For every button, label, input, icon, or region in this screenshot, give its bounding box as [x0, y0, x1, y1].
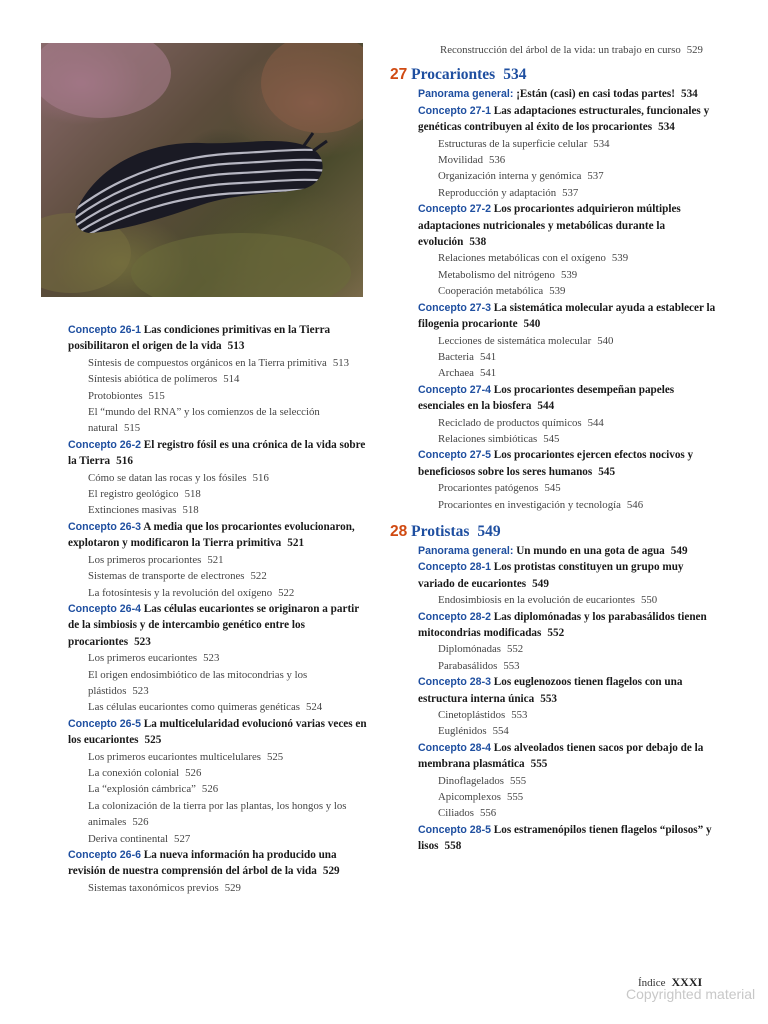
- page-number: 555: [506, 791, 524, 804]
- subentry-title: Procariontes en investigación y tecnología: [438, 498, 621, 511]
- concept-label: Concepto 28-5: [418, 823, 491, 836]
- toc-concept-entry[interactable]: [418, 543, 720, 559]
- subentry-title: Metabolismo del nitrógeno: [438, 268, 555, 281]
- page-number: 549: [532, 577, 549, 590]
- toc-subentry[interactable]: [418, 658, 720, 674]
- left-column-toc: [68, 322, 368, 896]
- subentry-title: Diplomónadas: [438, 643, 501, 656]
- toc-concept-entry[interactable]: [68, 519, 368, 552]
- subentry-title: Cinetoplástidos: [438, 709, 506, 722]
- subentry-title: Deriva continental: [88, 832, 169, 845]
- subentry-title: Movilidad: [438, 154, 483, 167]
- subentry-title: La fotosíntesis y la revolución del oxígeno: [88, 586, 273, 599]
- toc-subentry[interactable]: [418, 723, 720, 739]
- concept-label: Concepto 27-5: [418, 449, 491, 462]
- subentry-title: Endosimbiosis en la evolución de eucariontes: [438, 594, 635, 607]
- subentry-title: Cómo se datan las rocas y los fósiles: [88, 471, 247, 484]
- concept-label: Concepto 26-2: [68, 438, 141, 451]
- concept-title: Las condiciones primitivas en la Tierra posibilitaron el origen de la vida: [68, 324, 331, 353]
- toc-subentry[interactable]: [418, 431, 720, 447]
- page-number: 546: [626, 498, 644, 511]
- subentry-title: Parabasálidos: [438, 659, 498, 672]
- page-number: 526: [201, 783, 219, 796]
- page-number: 524: [305, 701, 323, 714]
- page-number: 553: [503, 659, 520, 672]
- page-number: 537: [562, 186, 579, 199]
- concept-title: Los procariontes desempeñan papeles esenciales en la biosfera: [418, 383, 675, 413]
- toc-subentry[interactable]: [418, 267, 720, 283]
- subentry-title: Los primeros procariontes: [88, 553, 202, 566]
- chapter-page-number: 549: [477, 522, 501, 540]
- page-number: 538: [469, 236, 487, 249]
- page-number: 534: [680, 88, 698, 101]
- toc-concept-entry[interactable]: [68, 716, 368, 749]
- toc-subentry[interactable]: [68, 831, 368, 847]
- concept-label: Concepto 26-4: [68, 602, 141, 615]
- toc-subentry[interactable]: [68, 568, 368, 584]
- toc-subentry[interactable]: [68, 585, 368, 601]
- chapter-page-number: 534: [503, 66, 527, 84]
- concept-title: El registro fósil es una crónica de la vida sobre la Tierra: [68, 438, 366, 468]
- toc-concept-entry[interactable]: [418, 609, 720, 642]
- page-number: 527: [174, 832, 191, 845]
- chapter-title: Protistas: [411, 522, 470, 540]
- concept-label: Concepto 28-2: [418, 610, 491, 623]
- toc-subentry[interactable]: [418, 185, 720, 201]
- chapter-entries: [390, 86, 720, 513]
- concept-title: Los estramenópilos tienen flagelos “pilosos” y lisos: [418, 823, 712, 853]
- subentry-title: Apicomplexos: [438, 791, 501, 804]
- toc-subentry[interactable]: [68, 667, 368, 700]
- subentry-title: Archaea: [438, 367, 474, 380]
- toc-concept-entry[interactable]: [418, 447, 720, 480]
- page-number: 550: [641, 594, 658, 607]
- copyright-watermark: Copyrighted material: [626, 986, 756, 1002]
- chapter-number: 28: [390, 522, 408, 540]
- toc-subentry[interactable]: [68, 699, 368, 715]
- concept-label: Concepto 28-1: [418, 561, 491, 574]
- page-number: 525: [144, 734, 162, 747]
- chapter-entries: [390, 543, 720, 855]
- page-number: 521: [207, 553, 224, 566]
- toc-subentry[interactable]: [418, 136, 720, 152]
- concept-label: Panorama general:: [418, 88, 514, 101]
- toc-subentry[interactable]: [418, 497, 720, 513]
- subentry-title: Organización interna y genómica: [438, 170, 582, 183]
- concept-title: La nueva información ha producido una revisión de nuestra comprensión del árbol de la vida: [68, 849, 337, 878]
- concept-label: Concepto 26-1: [68, 324, 141, 336]
- toc-subentry[interactable]: [418, 707, 720, 723]
- subentry-title: La conexión colonial: [88, 766, 180, 779]
- subentry-title: Euglénidos: [438, 725, 487, 738]
- concept-title: Los euglenozoos tienen flagelos con una estructura interna única: [418, 676, 683, 705]
- chapter-number: 27: [390, 66, 408, 84]
- toc-subentry[interactable]: [418, 805, 720, 821]
- toc-subentry[interactable]: [68, 404, 368, 437]
- page-number: 513: [227, 340, 245, 353]
- page-number: XXXI: [671, 975, 703, 989]
- page-number: 539: [549, 285, 566, 298]
- sea-slug-photo: [41, 43, 363, 297]
- page-number: 525: [267, 750, 284, 763]
- page-number: 516: [116, 455, 133, 468]
- toc-subentry[interactable]: [418, 415, 720, 431]
- toc-subentry[interactable]: [418, 480, 720, 496]
- page-number: 523: [132, 684, 149, 697]
- toc-subentry[interactable]: [418, 641, 720, 657]
- page-number: 556: [480, 807, 497, 820]
- concept-title: ¡Están (casi) en casi todas partes!: [516, 88, 675, 101]
- subentry-title: Protobiontes: [88, 389, 143, 402]
- right-column-toc: [390, 42, 720, 855]
- concept-label: Concepto 26-3: [68, 520, 141, 533]
- subentry-title: Reproducción y adaptación: [438, 186, 557, 199]
- toc-subentry[interactable]: [418, 365, 720, 381]
- subentry-title: Sistemas taxonómicos previos: [88, 881, 219, 894]
- page-number: 534: [593, 137, 610, 150]
- chapter-heading[interactable]: [390, 521, 720, 543]
- concept-title: Los alveolados tienen sacos por debajo de la membrana plasmática: [418, 741, 704, 771]
- toc-subentry[interactable]: [418, 773, 720, 789]
- page-number: 549: [670, 544, 688, 557]
- toc-concept-entry[interactable]: [418, 300, 720, 333]
- toc-concept-entry[interactable]: [68, 847, 368, 880]
- subentry-title: Reciclado de productos químicos: [438, 416, 582, 429]
- page-number: 544: [587, 416, 604, 429]
- subentry-title: Síntesis de compuestos orgánicos en la Tierra primitiva: [88, 356, 327, 369]
- toc-subentry[interactable]: [68, 470, 368, 486]
- concept-label: Concepto 28-4: [418, 741, 491, 754]
- page-number: 540: [597, 334, 614, 347]
- subentry-title: El “mundo del RNA” y los comienzos de la selección natural: [88, 406, 320, 435]
- nudibranch-illustration: [41, 43, 363, 297]
- page-number: 545: [598, 465, 616, 478]
- page-number: 539: [611, 252, 629, 265]
- subentry-title: Los primeros eucariontes: [88, 652, 198, 665]
- concept-title: Los procariontes ejercen efectos nocivos y beneficiosos sobre los seres humanos: [418, 449, 694, 478]
- page-number: 534: [658, 121, 675, 134]
- subentry-title: Relaciones simbióticas: [438, 432, 538, 445]
- subentry-title: Ciliados: [438, 807, 474, 820]
- page-number: 515: [148, 389, 165, 402]
- subentry-title: El origen endosimbiótico de las mitocondrias y los plástidos: [88, 668, 308, 697]
- concept-label: Concepto 28-3: [418, 676, 491, 689]
- page-number: 552: [506, 643, 524, 656]
- toc-subentry[interactable]: [418, 152, 720, 168]
- toc-subentry[interactable]: [418, 333, 720, 349]
- page-number: 555: [509, 774, 527, 787]
- concept-label: Concepto 27-3: [418, 301, 491, 314]
- page-number: 554: [492, 725, 509, 738]
- page-number: 518: [182, 504, 199, 517]
- page-number: 553: [540, 692, 557, 705]
- page-number: 514: [223, 373, 240, 386]
- toc-subentry[interactable]: [68, 765, 368, 781]
- concept-label: Concepto 26-5: [68, 717, 141, 730]
- toc-subentry[interactable]: [68, 798, 368, 831]
- toc-concept-entry[interactable]: [418, 822, 720, 855]
- chapter-heading[interactable]: [390, 64, 720, 86]
- page-number: 526: [185, 766, 202, 779]
- subentry-title: Cooperación metabólica: [438, 285, 544, 298]
- page-number: 526: [132, 816, 149, 829]
- page-number: 558: [444, 840, 462, 853]
- toc-subentry[interactable]: [68, 486, 368, 502]
- subentry-title: Los primeros eucariontes multicelulares: [88, 750, 261, 763]
- concept-title: Un mundo en una gota de agua: [516, 544, 665, 557]
- page-number: 540: [523, 318, 541, 331]
- page-number: 545: [544, 482, 561, 495]
- page-number: 523: [203, 652, 220, 665]
- concept-label: Panorama general:: [418, 544, 514, 557]
- subentry-title: Estructuras de la superficie celular: [438, 137, 588, 150]
- toc-subentry[interactable]: [418, 349, 720, 365]
- toc-subentry[interactable]: [68, 552, 368, 568]
- toc-subentry[interactable]: [68, 388, 368, 404]
- toc-subentry[interactable]: [418, 250, 720, 266]
- toc-subentry[interactable]: [68, 355, 368, 371]
- concept-title: La sistemática molecular ayuda a establecer la filogenia procarionte: [418, 301, 716, 331]
- subentry-title: El registro geológico: [88, 488, 179, 501]
- toc-concept-entry[interactable]: [418, 201, 720, 250]
- page-number: 552: [547, 627, 565, 639]
- subentry-title: Procariontes patógenos: [438, 482, 539, 495]
- concept-label: Concepto 26-6: [68, 849, 141, 861]
- page-number: 521: [287, 537, 305, 550]
- page-number: 541: [479, 350, 497, 363]
- toc-subentry[interactable]: [68, 502, 368, 518]
- page-number: 544: [537, 400, 555, 413]
- toc-subentry[interactable]: [418, 168, 720, 184]
- page-number: 529: [322, 865, 340, 878]
- toc-concept-entry[interactable]: [68, 322, 368, 355]
- toc-subentry[interactable]: Reconstrucción del árbol de la vida: un trabajo en curso 529: [440, 44, 703, 56]
- toc-concept-entry[interactable]: [418, 382, 720, 415]
- toc-concept-entry[interactable]: [68, 601, 368, 650]
- concept-title: Las células eucariontes se originaron a partir de la simbiosis y de intercambio genético entre los procariontes: [68, 602, 360, 648]
- concept-title: Las diplomónadas y los parabasálidos tienen mitocondrias modificadas: [418, 610, 707, 639]
- page-number: 522: [278, 586, 295, 599]
- subentry-title: Lecciones de sistemática molecular: [438, 334, 592, 347]
- page-number: 539: [560, 268, 578, 281]
- subentry-title: Síntesis abiótica de polímeros: [88, 373, 218, 386]
- subentry-title: Las células eucariontes como quimeras genéticas: [88, 701, 300, 714]
- toc-subentry[interactable]: [418, 592, 720, 608]
- subentry-title: Dinoflagelados: [438, 774, 504, 787]
- toc-subentry[interactable]: [68, 371, 368, 387]
- page-number: 529: [224, 881, 241, 894]
- subentry-title: Bacteria: [438, 350, 474, 363]
- page-number: 545: [543, 432, 560, 445]
- concept-label: Concepto 27-2: [418, 203, 491, 216]
- concept-title: Los procariontes adquirieron múltiples adaptaciones nutricionales y metabólicas durante la evolución: [418, 203, 681, 249]
- toc-subentry[interactable]: [68, 880, 368, 896]
- page-number: 536: [489, 154, 506, 167]
- concept-label: Concepto 27-1: [418, 104, 491, 117]
- toc-subentry[interactable]: [68, 749, 368, 765]
- page-number: 553: [511, 709, 528, 722]
- toc-concept-entry[interactable]: [418, 674, 720, 707]
- subentry-title: La “explosión cámbrica”: [88, 783, 196, 796]
- subentry-title: Extinciones masivas: [88, 504, 177, 517]
- concept-title: Los protistas constituyen un grupo muy variado de eucariontes: [418, 561, 684, 590]
- page-number: 555: [530, 758, 548, 771]
- footer-index-label: Índice: [638, 977, 666, 989]
- concept-title: Las adaptaciones estructurales, funcionales y genéticas contribuyen al éxito de los procariontes: [418, 104, 710, 134]
- page-number: 522: [250, 570, 267, 583]
- page-number: 523: [134, 635, 151, 648]
- page-number: 537: [587, 170, 604, 183]
- toc-concept-entry[interactable]: [68, 437, 368, 470]
- concept-label: Concepto 27-4: [418, 383, 491, 396]
- toc-concept-entry[interactable]: [418, 559, 720, 592]
- page-number: 513: [332, 356, 350, 369]
- page-number: 541: [479, 367, 497, 380]
- subentry-title: Sistemas de transporte de electrones: [88, 570, 245, 583]
- page-number: 516: [252, 471, 269, 484]
- toc-subentry[interactable]: [68, 781, 368, 797]
- toc-concept-entry[interactable]: [418, 740, 720, 773]
- page-number: 518: [184, 488, 201, 501]
- concept-title: La multicelularidad evolucionó varias veces en los eucariontes: [68, 717, 367, 747]
- page-number: 515: [123, 422, 141, 435]
- toc-subentry[interactable]: [418, 283, 720, 299]
- toc-concept-entry[interactable]: [418, 103, 720, 136]
- toc-subentry[interactable]: [418, 789, 720, 805]
- toc-subentry[interactable]: [68, 650, 368, 666]
- chapter-title: Procariontes: [411, 66, 496, 84]
- toc-concept-entry[interactable]: [418, 86, 720, 102]
- subentry-title: La colonización de la tierra por las plantas, los hongos y los animales: [88, 799, 347, 829]
- subentry-title: Relaciones metabólicas con el oxígeno: [438, 252, 606, 265]
- concept-title: A media que los procariontes evolucionaron, explotaron y modificaron la Tierra primitiva: [68, 520, 355, 550]
